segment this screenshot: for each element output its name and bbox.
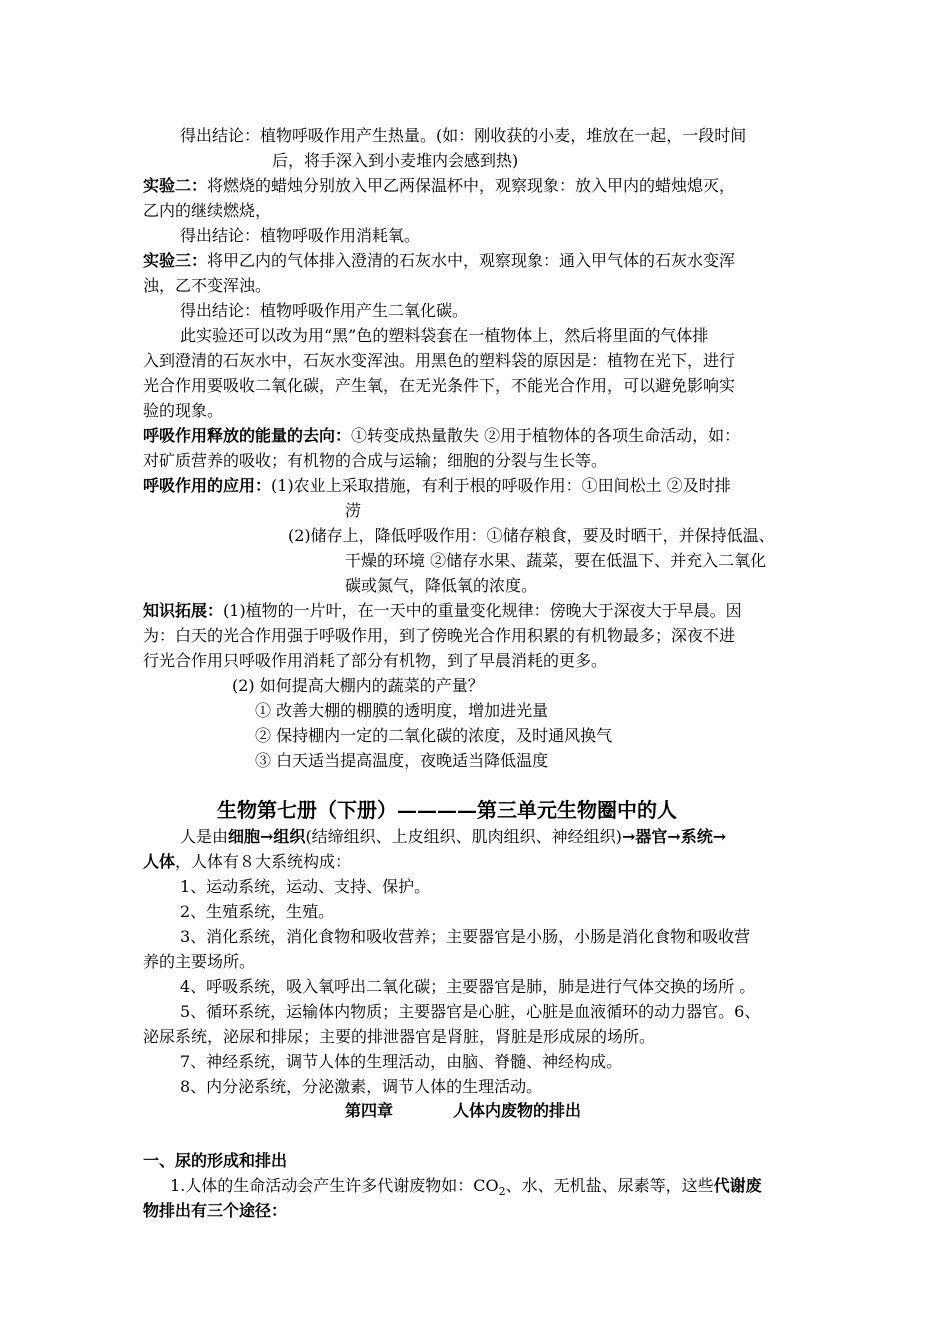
extension-item-3: ③ 白天适当提高温度，夜晚适当降低温度 — [255, 751, 549, 770]
bag-note-line1: 此实验还可以改为用“黑”色的塑料袋套在一植物体上，然后将里面的气体排 — [180, 326, 709, 345]
system-line-4: 养的主要场所。 — [143, 952, 256, 971]
exp1-conclusion-line1: 得出结论：植物呼吸作用产生热量。(如：刚收获的小麦，堆放在一起，一段时间 — [180, 126, 747, 145]
exp3-label: 实验三： — [143, 251, 208, 270]
exp3-text: 将甲乙内的气体排入澄清的石灰水中，观察现象：通入甲气体的石灰水变浑 — [207, 251, 736, 270]
exp3-line2: 浊，乙不变浑浊。 — [143, 276, 272, 295]
extension-question: (2) 如何提高大棚内的蔬菜的产量？ — [232, 676, 484, 695]
system-line-6: 5、循环系统，运输体内物质；主要器官是心脏，心脏是血液循环的动力器官。6、 — [180, 1002, 761, 1021]
energy-line2: 对矿质营养的吸收；有机物的合成与运输；细胞的分裂与生长等。 — [143, 451, 608, 470]
system-line-7: 泌尿系统，泌尿和排尿；主要的排泄器官是肾脏，肾脏是形成尿的场所。 — [143, 1027, 656, 1046]
extension-label: 知识拓展： — [143, 601, 224, 620]
intro-line2 — [143, 851, 351, 873]
extension-item-2: ② 保持棚内一定的二氧化碳的浓度，及时通风换气 — [255, 726, 613, 745]
system-line-5: 4、呼吸系统，吸入氧呼出二氧化碳；主要器官是肺，肺是进行气体交换的场所 。 — [180, 977, 756, 996]
application-label: 呼吸作用的应用： — [143, 476, 272, 495]
section-heading: 一、尿的形成和排出 — [143, 1151, 288, 1170]
intro-bold-3: 人体 — [143, 852, 176, 871]
section-text-2: 、水、无机盐、尿素等，这些 — [505, 1176, 714, 1195]
exp2-line1 — [143, 175, 735, 197]
system-line-2: 2、生殖系统，生殖。 — [180, 902, 335, 921]
system-line-1: 1、运动系统，运动、支持、保护。 — [180, 877, 431, 896]
system-line-3: 3、消化系统，消化食物和吸收营养；主要器官是小肠，小肠是消化食物和吸收营 — [180, 927, 751, 946]
section-para-line2: 物排出有三个途径： — [143, 1201, 288, 1220]
intro-text-2: (结缔组织、上皮组织、肌肉组织、神经组织) — [305, 827, 622, 846]
system-line-8: 7、神经系统，调节人体的生理活动，由脑、脊髓、神经构成。 — [180, 1052, 623, 1071]
energy-label: 呼吸作用释放的能量的去向： — [143, 426, 352, 445]
system-line-9: 8、内分泌系统，分泌激素，调节人体的生理活动。 — [180, 1077, 543, 1096]
chapter-title: 人体内废物的排出 — [453, 1101, 582, 1120]
exp3-line1 — [143, 250, 735, 272]
intro-bold-2: →器官→系统→ — [621, 827, 727, 846]
energy-line1 — [143, 425, 740, 447]
intro-bold-1: 细胞→组织 — [228, 827, 306, 846]
section-text-1: 1.人体的生命活动会产生许多代谢废物如：CO — [170, 1176, 499, 1195]
bag-note-line2: 入到澄清的石灰水中，石灰水变浑浊。用黑色的塑料袋的原因是：植物在光下，进行 — [143, 351, 736, 370]
extension-item-1: ① 改善大棚的棚膜的透明度，增加进光量 — [255, 701, 549, 720]
exp3-conclusion: 得出结论：植物呼吸作用产生二氧化碳。 — [180, 301, 469, 320]
unit-title: 生物第七册（下册）————第三单元生物圈中的人 — [217, 798, 677, 822]
extension-line3: 行光合作用只呼吸作用消耗了部分有机物，到了早晨消耗的更多。 — [143, 651, 608, 670]
exp1-conclusion-line2: 后，将手深入到小麦堆内会感到热) — [272, 151, 519, 170]
intro-line1 — [180, 826, 726, 848]
energy-text: ①转变成热量散失 ②用于植物体的各项生命活动，如： — [351, 426, 741, 445]
bag-note-line3: 光合作用要吸收二氧化碳，产生氧，在无光条件下，不能光合作用，可以避免影响实 — [143, 376, 736, 395]
section-para-line1 — [170, 1175, 762, 1203]
bag-note-line4: 验的现象。 — [143, 401, 224, 420]
application-line4: 干燥的环境 ②储存水果、蔬菜，要在低温下、并充入二氧化 — [345, 551, 767, 570]
chapter-heading — [345, 1100, 581, 1122]
application-line1 — [143, 475, 731, 497]
application-line5: 碳或氮气，降低氧的浓度。 — [345, 576, 538, 595]
application-line3: (2)储存上，降低呼吸作用：①储存粮食，要及时晒干，并保持低温、 — [288, 526, 775, 545]
application-line2: 涝 — [345, 501, 362, 520]
intro-text-3: ，人体有８大系统构成： — [175, 852, 352, 871]
exp2-label: 实验二： — [143, 176, 208, 195]
exp2-text: 将燃烧的蜡烛分别放入甲乙两保温杯中，观察现象：放入甲内的蜡烛熄灭， — [207, 176, 736, 195]
exp2-conclusion: 得出结论：植物呼吸作用消耗氧。 — [180, 226, 421, 245]
extension-text: (1)植物的一片叶，在一天中的重量变化规律：傍晚大于深夜大于早晨。因 — [223, 601, 742, 620]
extension-line1 — [143, 600, 742, 622]
application-text: (1)农业上采取措施，有利于根的呼吸作用：①田间松土 ②及时排 — [271, 476, 731, 495]
chapter-number: 第四章 — [345, 1101, 394, 1120]
section-bold-1: 代谢废 — [713, 1176, 762, 1195]
co2-subscript: 2 — [498, 1185, 506, 1199]
intro-text-1: 人是由 — [180, 827, 229, 846]
exp2-line2: 乙内的继续燃烧， — [143, 201, 272, 220]
extension-line2: 为：白天的光合作用强于呼吸作用，到了傍晚光合作用积累的有机物最多；深夜不进 — [143, 626, 736, 645]
